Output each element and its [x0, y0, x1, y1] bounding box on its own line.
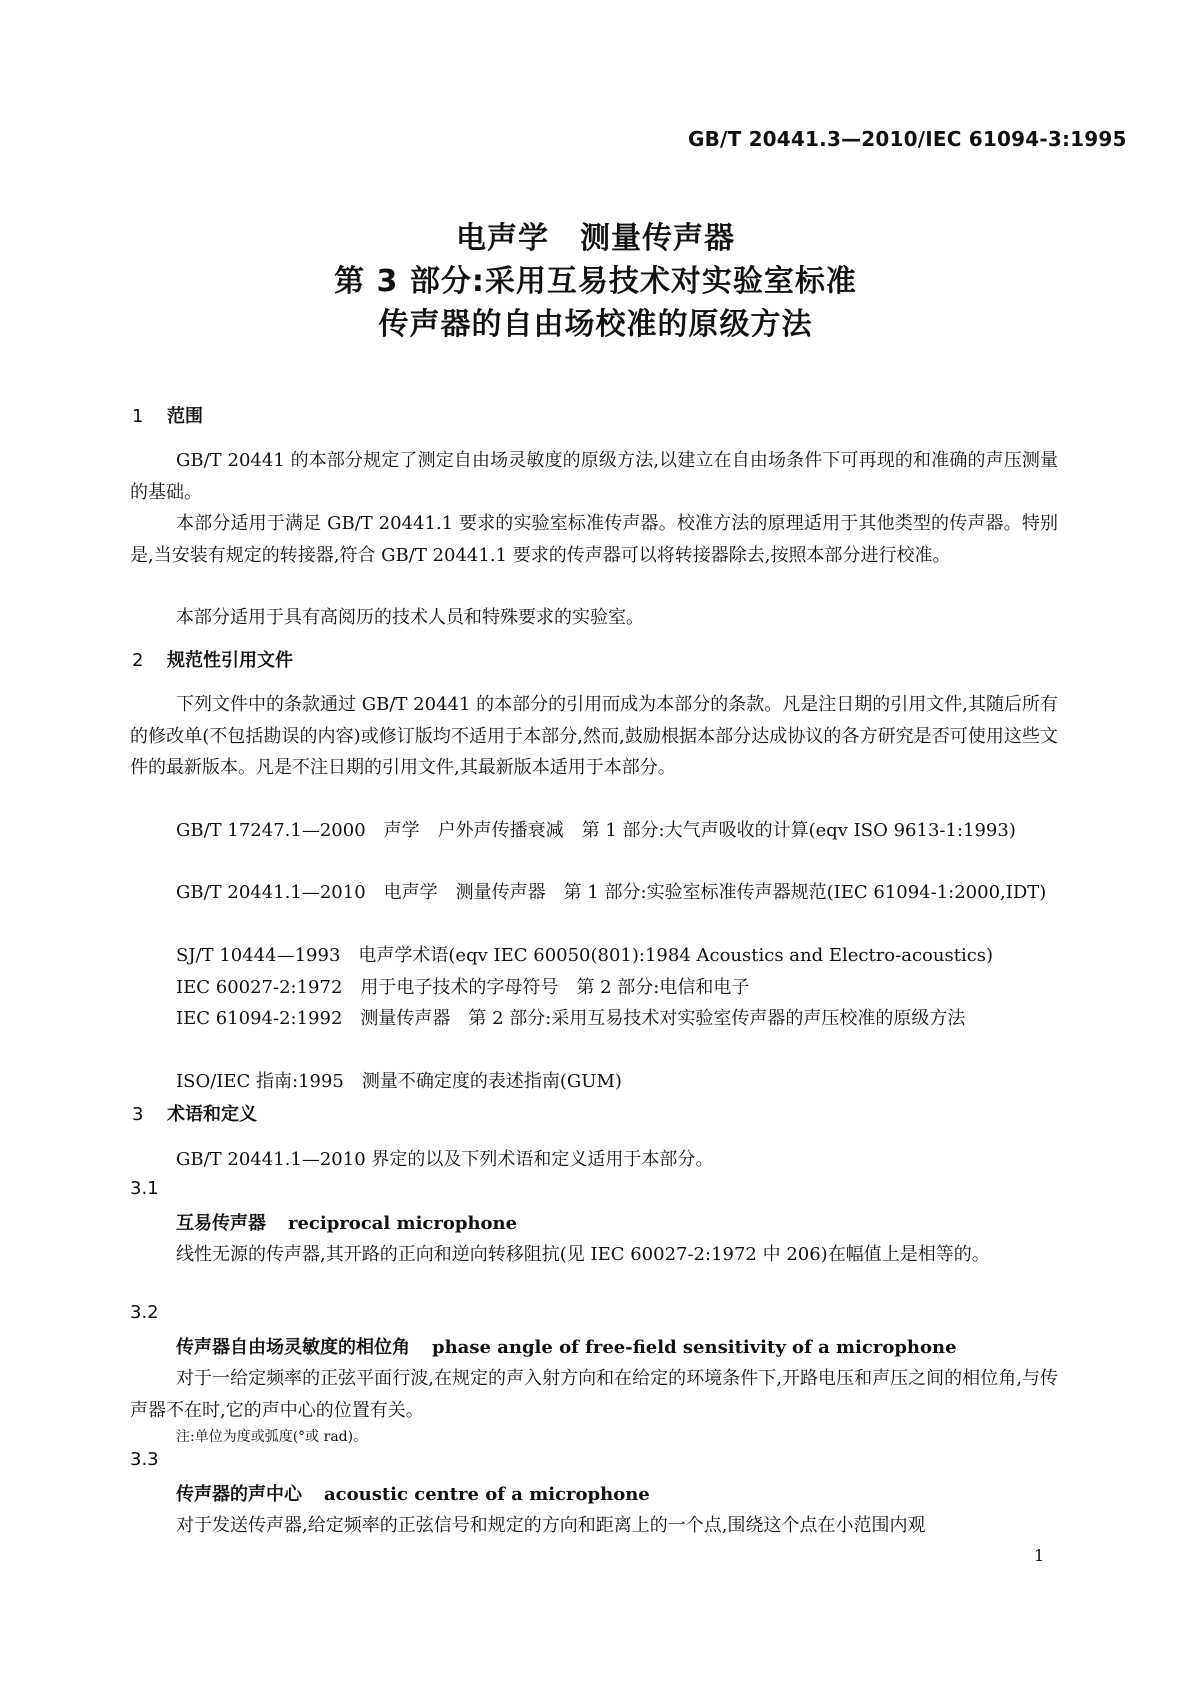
- term-number: 3.3: [130, 1449, 159, 1470]
- section-heading: [132, 1100, 257, 1126]
- term-name-en: phase angle of free-field sensitivity of a microphone: [432, 1337, 957, 1358]
- reference-item: ISO/IEC 指南:1995 测量不确定度的表述指南(GUM): [176, 1071, 622, 1092]
- title-line-3: 传声器的自由场校准的原级方法: [378, 307, 813, 342]
- paragraph: GB/T 20441 的本部分规定了测定自由场灵敏度的原级方法,以建立在自由场条件下可再现的和准确的声压测量的基础。: [130, 450, 1058, 503]
- section-title: 范围: [167, 406, 203, 427]
- standard-code: GB/T 20441.3—2010/IEC 61094-3:1995: [688, 127, 1127, 151]
- term-number: 3.1: [130, 1178, 159, 1199]
- section-number: 3: [132, 1104, 144, 1125]
- section-title: 规范性引用文件: [167, 650, 293, 671]
- term-number: 3.2: [130, 1302, 159, 1323]
- section-title: 术语和定义: [167, 1104, 257, 1125]
- term-heading: [176, 1480, 650, 1506]
- reference-item: GB/T 20441.1—2010 电声学 测量传声器 第 1 部分:实验室标准传声器规范(IEC 61094-1:2000,IDT): [176, 882, 1047, 903]
- term-name-en: acoustic centre of a microphone: [324, 1484, 650, 1505]
- section-number: 2: [132, 650, 144, 671]
- reference-item: GB/T 17247.1—2000 声学 户外声传播衰减 第 1 部分:大气声吸收的计算(eqv ISO 9613-1:1993): [176, 820, 1016, 841]
- term-name-zh: 传声器自由场灵敏度的相位角: [176, 1337, 410, 1358]
- term-heading: [176, 1209, 517, 1235]
- term-note: 注:单位为度或弧度(°或 rad)。: [176, 1429, 368, 1445]
- page-number: 1: [1034, 1546, 1045, 1565]
- term-definition: 线性无源的传声器,其开路的正向和逆向转移阻抗(见 IEC 60027-2:1972 中 206)在幅值上是相等的。: [176, 1244, 990, 1265]
- term-definition: 对于发送传声器,给定频率的正弦信号和规定的方向和距离上的一个点,围绕这个点在小范围内观: [176, 1515, 926, 1536]
- paragraph: GB/T 20441.1—2010 界定的以及下列术语和定义适用于本部分。: [176, 1149, 714, 1170]
- term-name-zh: 传声器的声中心: [176, 1484, 302, 1505]
- paragraph: 本部分适用于满足 GB/T 20441.1 要求的实验室标准传声器。校准方法的原理适用于其他类型的传声器。特别是,当安装有规定的转接器,符合 GB/T 20441.1 要求的传声器可以将转接器除去,按照本部分进行校准。: [130, 513, 1058, 566]
- title-line-1: 电声学 测量传声器: [456, 221, 735, 256]
- section-heading: [132, 402, 203, 428]
- section-heading: [132, 646, 293, 672]
- title-line-2: 第 3 部分:采用互易技术对实验室标准: [334, 264, 857, 299]
- term-definition: 对于一给定频率的正弦平面行波,在规定的声入射方向和在给定的环境条件下,开路电压和声压之间的相位角,与传声器不在时,它的声中心的位置有关。: [130, 1368, 1058, 1421]
- paragraph: 本部分适用于具有高阅历的技术人员和特殊要求的实验室。: [176, 607, 644, 628]
- reference-item: IEC 60027-2:1972 用于电子技术的字母符号 第 2 部分:电信和电子: [176, 977, 750, 998]
- term-name-en: reciprocal microphone: [288, 1213, 518, 1234]
- term-name-zh: 互易传声器: [176, 1213, 266, 1234]
- term-heading: [176, 1333, 957, 1359]
- reference-item: IEC 61094-2:1992 测量传声器 第 2 部分:采用互易技术对实验室传声器的声压校准的原级方法: [176, 1008, 966, 1029]
- section-number: 1: [132, 406, 144, 427]
- reference-item: SJ/T 10444—1993 电声学术语(eqv IEC 60050(801):1984 Acoustics and Electro-acoustics): [176, 945, 994, 966]
- paragraph: 下列文件中的条款通过 GB/T 20441 的本部分的引用而成为本部分的条款。凡是注日期的引用文件,其随后所有的修改单(不包括勘误的内容)或修订版均不适用于本部分,然而,鼓励根据本部分达成协议的各方研究是否可使用这些文件的最新版本。凡是不注日期的引用文件,其最新版本适用于本部分。: [130, 694, 1058, 778]
